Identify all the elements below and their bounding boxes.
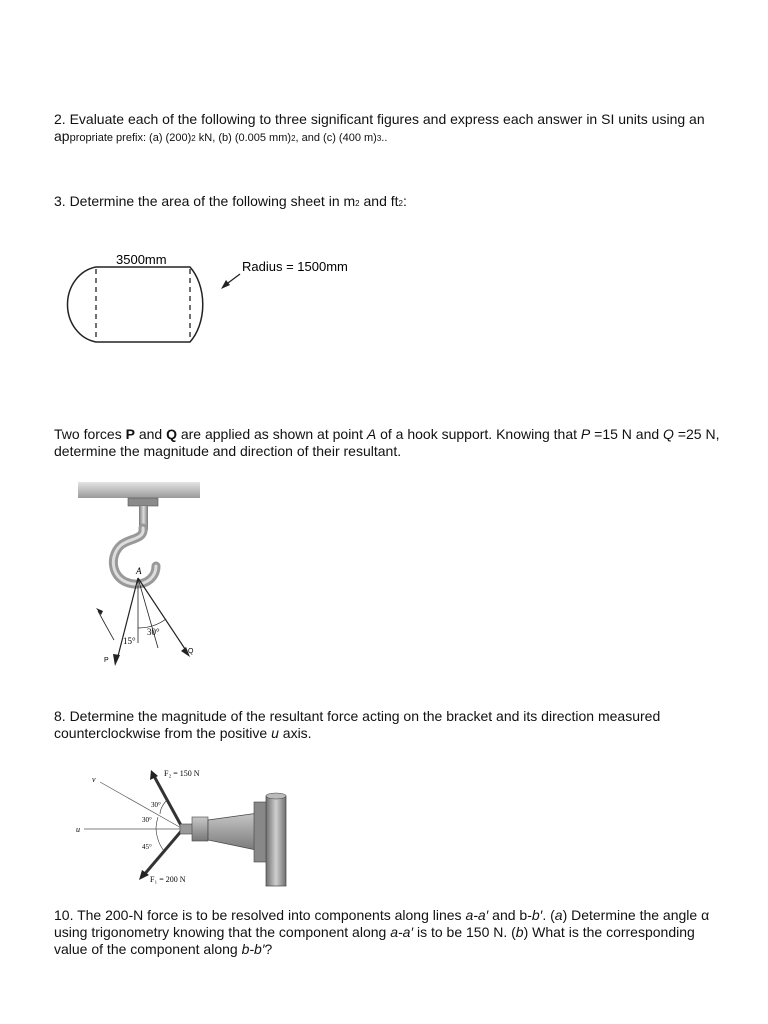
hp-q-val: Q — [663, 426, 674, 442]
q2-exp-a: 2 — [191, 134, 196, 143]
q10-line3b: ? — [264, 941, 273, 957]
question-8 — [54, 708, 734, 742]
force-p-label: P — [104, 657, 109, 664]
q2-part-a: propriate prefix: (a) (200) — [69, 132, 192, 144]
bracket-clevis — [192, 817, 208, 841]
hook-problem — [54, 426, 734, 460]
question-8-line1: 8. Determine the magnitude of the resultant force acting on the bracket and its direction measured — [54, 708, 661, 724]
angle-arc-p — [98, 611, 114, 640]
question-10-line3 — [54, 941, 734, 958]
q2-tail: .. — [381, 132, 388, 144]
force-f1-label: F₁ = 200 N — [150, 875, 186, 884]
post-top — [266, 793, 286, 799]
q2-part-b: kN, (b) (0.005 mm) — [195, 132, 292, 144]
q10-aa: a-a′ — [465, 907, 489, 923]
q3-sub-ft: 2 — [398, 199, 403, 208]
q10-b-it: b — [515, 924, 524, 940]
q10-line3a: value of the component along — [54, 941, 242, 957]
q10-t1: 10. The 200-N force is to be resolved into components along lines — [54, 907, 466, 923]
q10-b: b′ — [531, 907, 543, 923]
sheet-figure — [0, 245, 400, 355]
q10-line2b: is to be 150 N. ( — [413, 924, 516, 940]
ceiling-plate — [78, 482, 200, 498]
q10-t3: . ( — [542, 907, 555, 923]
force-line-3 — [138, 578, 158, 648]
hp-p-bold: P — [125, 426, 135, 442]
q2-ap: ap — [54, 128, 70, 144]
angle-arc-2 — [156, 817, 158, 829]
force-f1-line — [143, 829, 183, 876]
q10-t4: ) Determine the angle α — [562, 907, 710, 923]
question-2 — [54, 111, 734, 147]
q10-aa2: a-a′ — [390, 924, 414, 940]
hp-t1: Two forces — [54, 426, 126, 442]
bracket-figure — [70, 762, 320, 892]
hook-figure — [70, 478, 220, 668]
bracket-post — [266, 796, 286, 886]
q8-line2b: axis. — [278, 725, 312, 741]
angle-arc-1 — [160, 801, 166, 814]
force-p-arrowhead — [113, 654, 120, 666]
hp-a: A — [366, 426, 377, 442]
angle-30-top-label: 30° — [151, 801, 161, 809]
q3-sub-m: 2 — [355, 199, 360, 208]
q8-line2a: counterclockwise from the positive — [54, 725, 272, 741]
force-q-label: Q — [188, 648, 194, 655]
hp-p-val: P — [580, 426, 591, 442]
q10-a-it: a — [554, 907, 563, 923]
hp-t5: =15 N and — [590, 426, 664, 442]
force-q-line — [138, 578, 187, 652]
force-f2-label: F₂ = 150 N — [164, 769, 200, 778]
hook-problem-line1 — [54, 426, 734, 443]
sheet-outline — [67, 267, 202, 342]
hp-t2: and — [134, 426, 167, 442]
length-label: 3500mm — [116, 252, 167, 267]
q2-exp-c: 3 — [376, 134, 382, 143]
q3-text-ft: and ft — [359, 193, 399, 209]
question-10-line1 — [54, 907, 734, 924]
force-p-line — [117, 578, 138, 660]
angle-30-mid-label: 30° — [142, 816, 152, 824]
q10-line2c: ) What is the corresponding — [523, 924, 695, 940]
q3-text: 3. Determine the area of the following sheet in m — [54, 193, 356, 209]
q10-line2a: using trigonometry knowing that the component along — [54, 924, 391, 940]
hook-problem-line2: determine the magnitude and direction of their resultant. — [54, 443, 402, 459]
question-8-line2 — [54, 725, 734, 742]
q10-bb: b-b′ — [241, 941, 265, 957]
q3-colon: : — [403, 193, 407, 209]
radius-arrowhead — [221, 280, 230, 289]
radius-label: Radius = 1500mm — [242, 259, 348, 274]
angle-45-label: 45° — [142, 843, 152, 851]
question-10-line2 — [54, 924, 734, 941]
question-2-line1: 2. Evaluate each of the following to three significant figures and express each answer in SI units using an — [54, 111, 705, 127]
hp-q-bold: Q — [166, 426, 177, 442]
hp-t6: =25 N, — [673, 426, 720, 442]
u-axis-label: u — [76, 825, 80, 834]
angle-15-label: 15° — [123, 636, 136, 646]
q10-t2: and b- — [488, 907, 532, 923]
q2-part-c: , and (c) (400 m) — [295, 132, 377, 144]
question-2-line2 — [54, 128, 734, 147]
question-10 — [54, 907, 734, 958]
v-axis-label: v — [92, 775, 96, 784]
hook-mount — [128, 498, 158, 506]
point-a-label: A — [136, 566, 142, 576]
angle-arc-3 — [156, 829, 164, 851]
hook-curve — [113, 528, 156, 584]
q2-exp-b: 2 — [291, 134, 296, 143]
question-3 — [54, 193, 734, 212]
hp-t3: are applied as shown at point — [176, 426, 367, 442]
hp-t4: of a hook support. Knowing that — [376, 426, 581, 442]
angle-30-label: 30° — [147, 627, 160, 637]
q8-u: u — [271, 725, 279, 741]
